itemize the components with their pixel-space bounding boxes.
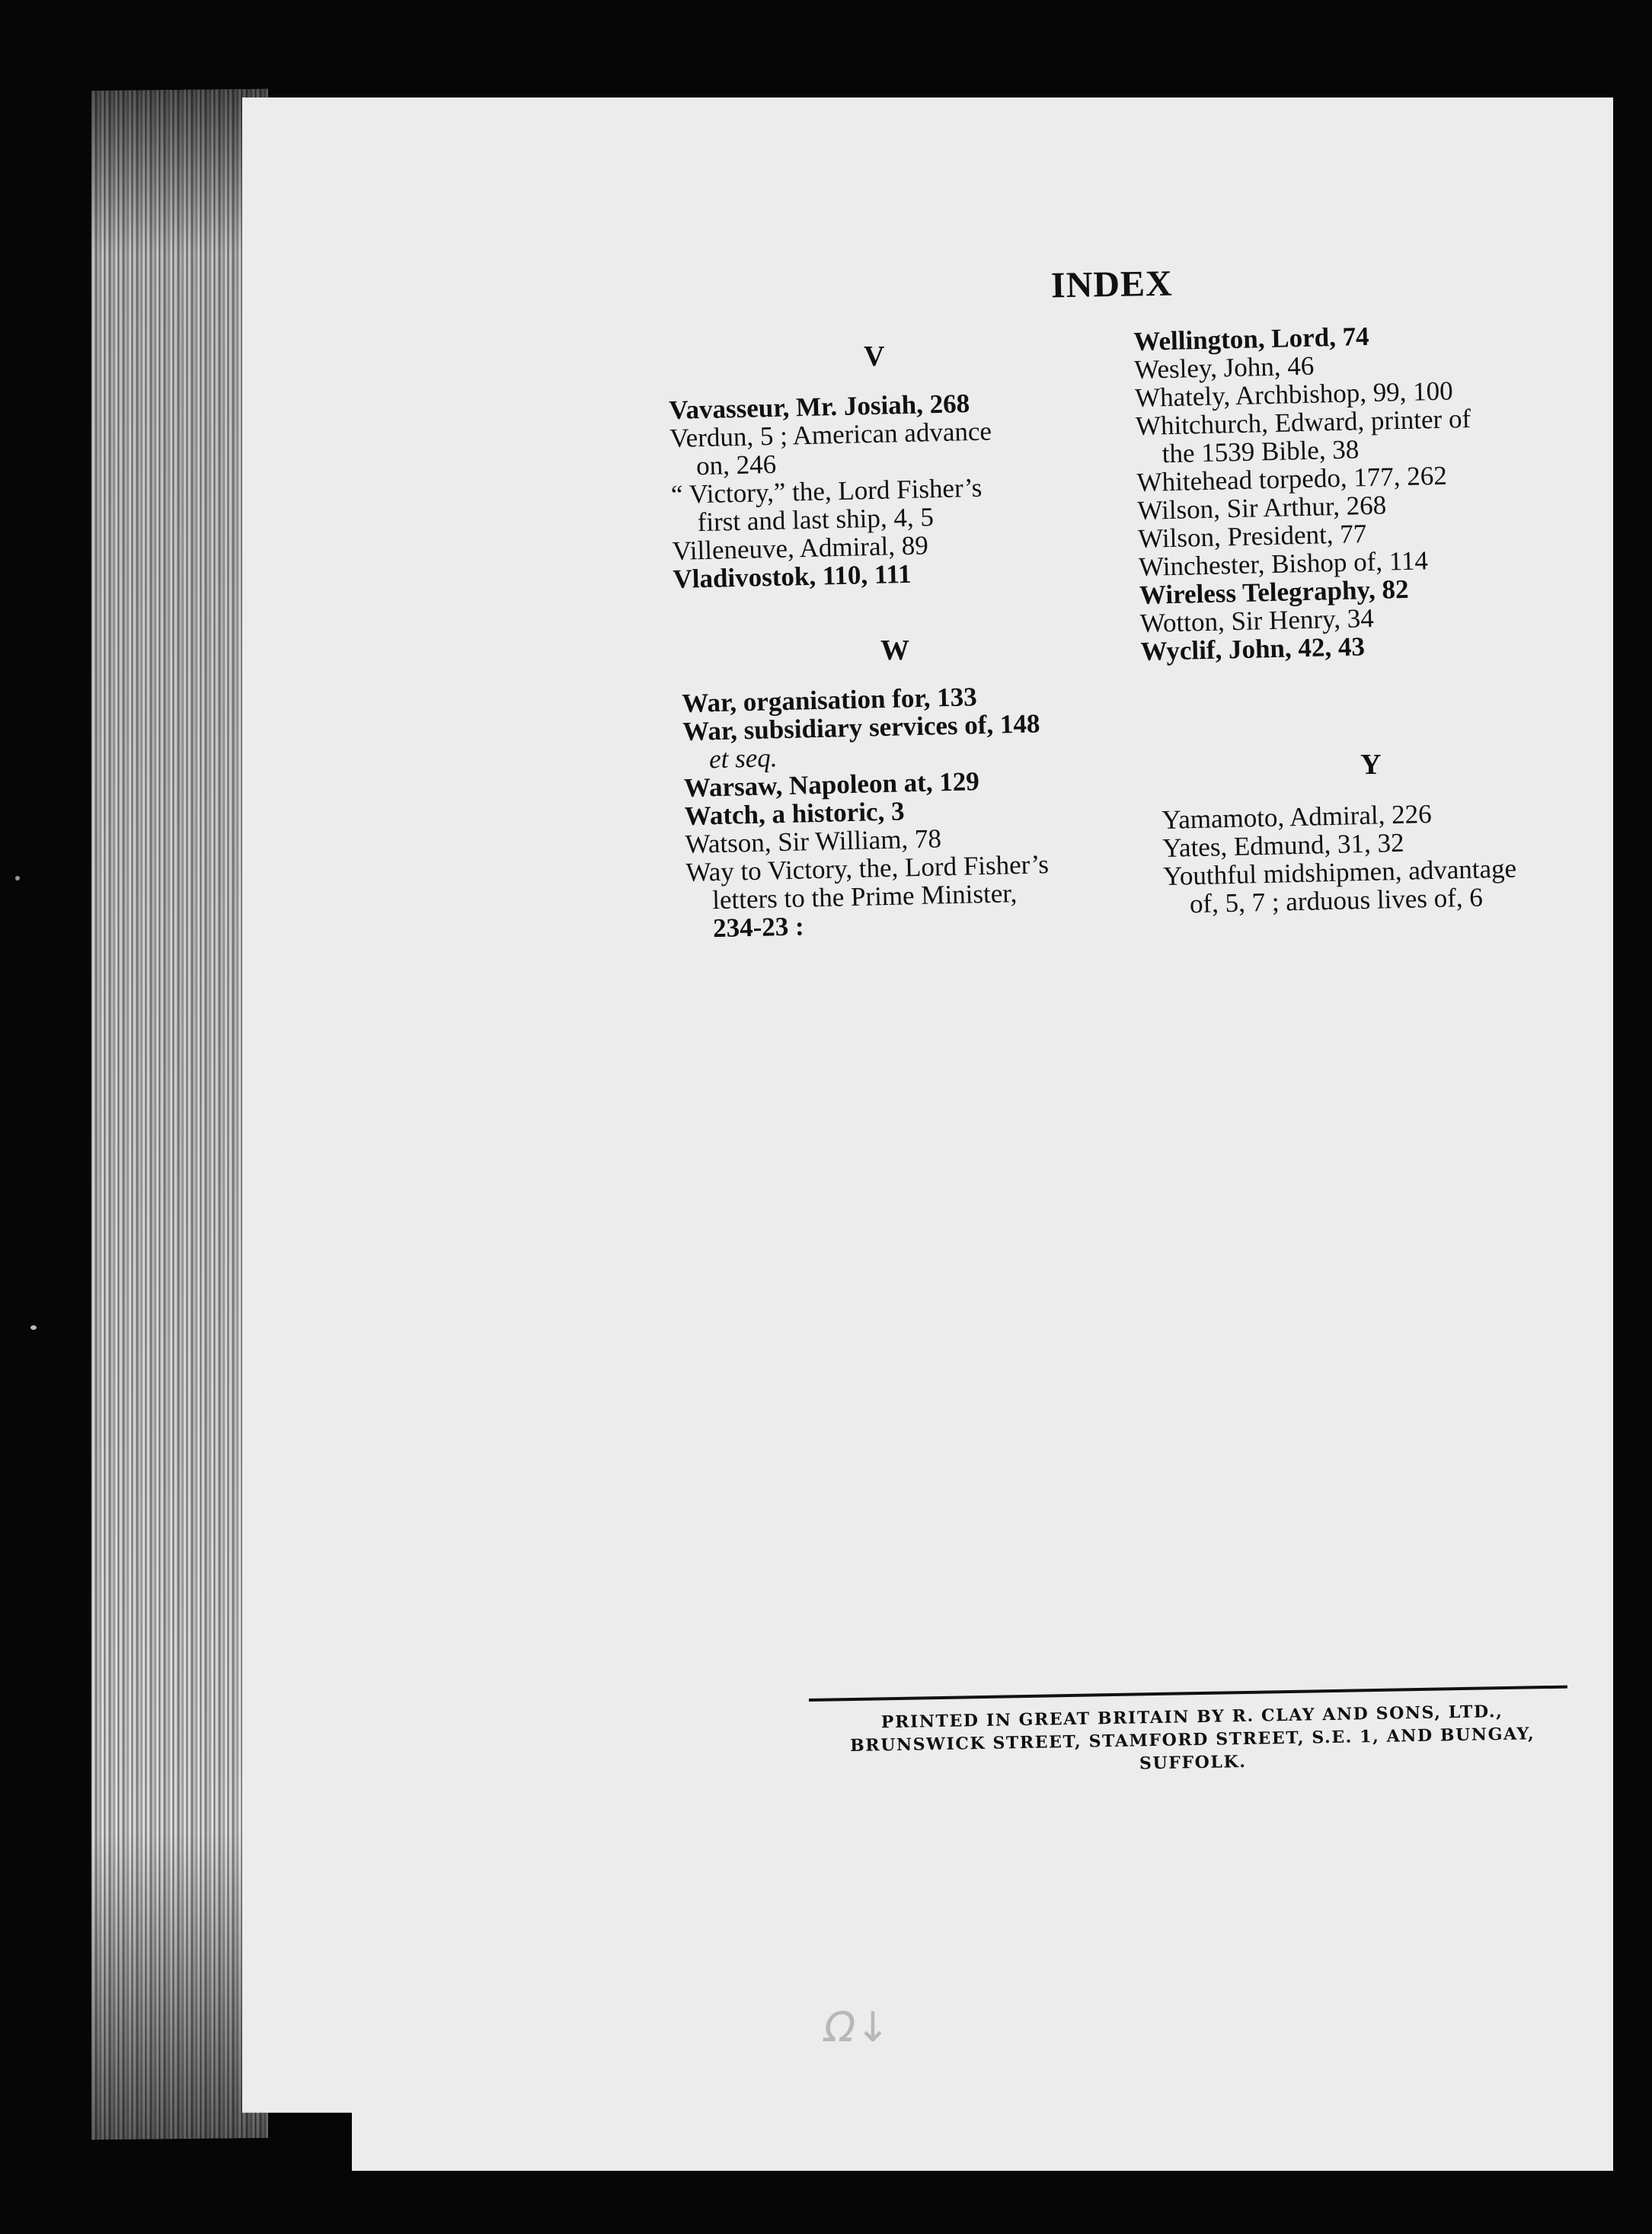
index-entry: Wireless Telegraphy, 82 [1139,574,1409,610]
index-section-w-continued [1133,317,1613,666]
index-entry-continuation: first and last ship, 4, 5 [697,502,935,538]
index-entry-continuation: et seq. [708,743,778,775]
index-entry: War, subsidiary services of, 148 [682,708,1040,746]
index-entry: Wotton, Sir Henry, 34 [1139,602,1375,638]
index-entry: Wilson, Sir Arthur, 268 [1137,490,1387,526]
printer-imprint [807,1699,1577,1781]
index-entry-continuation: on, 246 [695,449,777,481]
index-entry-continuation: letters to the Prime Minister, [711,878,1018,916]
index-entry: Youthful midshipmen, advantage [1162,853,1517,891]
imprint-line-1: PRINTED IN GREAT BRITAIN BY R. CLAY AND SONS, LTD., [880,1702,1503,1733]
imprint-line-2: BRUNSWICK STREET, STAMFORD STREET, S.E. 1, AND BUNGAY, SUFFOLK. [849,1724,1535,1774]
index-entry: War, organisation for, 133 [681,682,978,718]
index-entry-continuation: of, 5, 7 ; arduous lives of, 6 [1189,882,1484,919]
section-letter-w: W [880,634,909,666]
book-page-edges [91,89,268,2140]
index-entry: Wellington, Lord, 74 [1133,321,1370,356]
index-entry: Wesley, John, 46 [1133,350,1315,385]
index-section-v [669,385,1130,593]
index-entry-continuation: the 1539 Bible, 38 [1162,434,1360,469]
index-entry: Winchester, Bishop of, 114 [1138,545,1429,582]
index-entry: Villeneuve, Admiral, 89 [672,530,929,566]
index-entry: Watch, a historic, 3 [684,796,905,831]
section-letter-y: Y [1360,749,1382,781]
index-entry: “ Victory,” the, Lord Fisher’s [670,472,983,510]
pencil-mark: Ω↓ [824,2003,890,2051]
index-entry: Whitchurch, Edward, printer of [1135,403,1471,441]
index-entry: Vladivostok, 110, 111 [673,558,912,594]
index-section-w [682,679,1144,943]
index-entry: Way to Victory, the, Lord Fisher’s [685,849,1050,887]
index-entry: Vavasseur, Mr. Josiah, 268 [668,388,970,425]
index-entry: Watson, Sir William, 78 [685,823,942,859]
index-section-y [1162,795,1636,919]
dust-speck [30,1325,37,1330]
index-entry: Wyclif, John, 42, 43 [1140,631,1366,666]
index-entry: Whately, Archbishop, 99, 100 [1134,376,1454,413]
index-entry: Warsaw, Napoleon at, 129 [683,766,980,803]
index-entry: Whitehead torpedo, 177, 262 [1136,460,1448,497]
index-entry: Yates, Edmund, 31, 32 [1162,827,1404,863]
section-letter-v: V [864,340,885,372]
index-entry-continuation: 234-23 : [712,911,805,944]
dust-speck [15,876,20,880]
index-entry: Wilson, President, 77 [1137,519,1367,554]
index-entry: Yamamoto, Admiral, 226 [1161,798,1433,835]
dust-speck [410,1897,414,1901]
index-entry: Verdun, 5 ; American advance [669,416,992,453]
page-title: INDEX [1050,263,1174,306]
